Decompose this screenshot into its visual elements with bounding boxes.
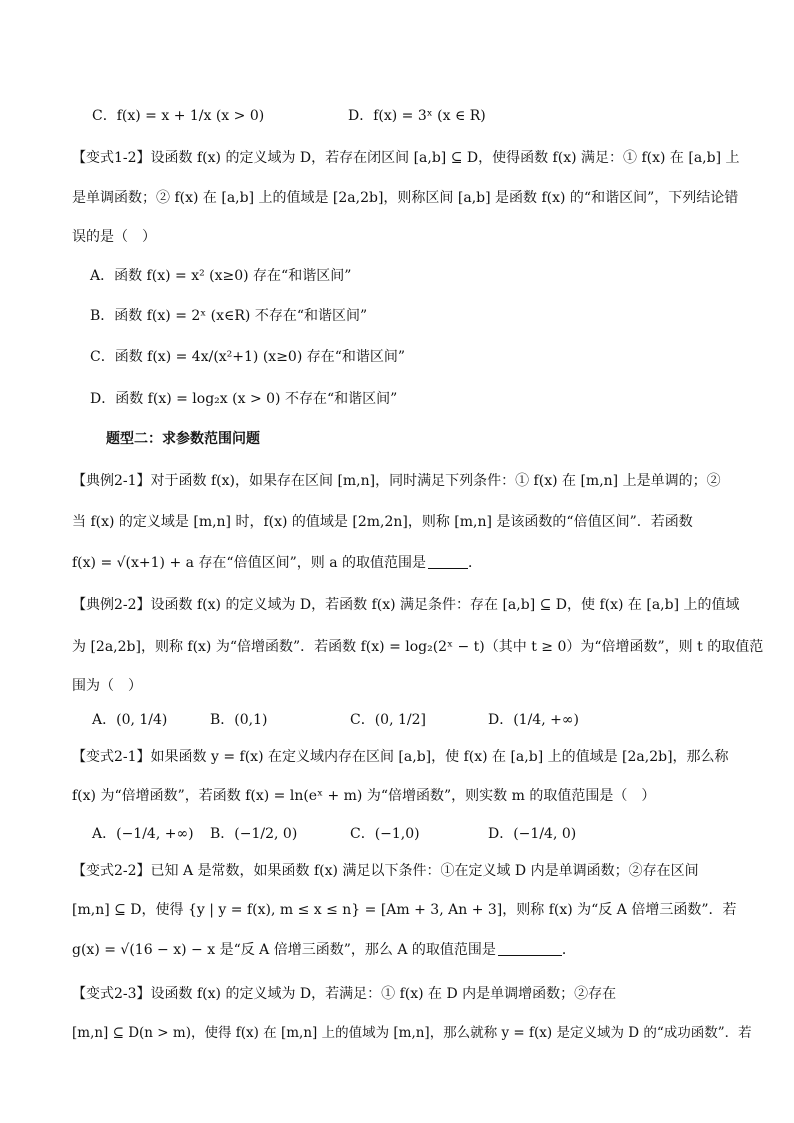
problem-line: 【典例2-2】设函数 f(x) 的定义域为 D，若函数 f(x) 满足条件：存在 [a,b] ⊆ D，使 f(x) 在 [a,b] 上的值域 xyxy=(72,597,740,613)
problem-line: [m,n] ⊆ D(n > m)，使得 f(x) 在 [m,n] 上的值域为 [m,n]，那么就称 y = f(x) 是定义域为 D 的“成功函数”．若 xyxy=(72,1025,752,1041)
problem-line: 【变式1-2】设函数 f(x) 的定义域为 D，若存在闭区间 [a,b] ⊆ D，使得函数 f(x) 满足：① f(x) 在 [a,b] 上 xyxy=(72,150,740,166)
problem-line: [m,n] ⊆ D，使得 {y | y = f(x), m ≤ x ≤ n} = [Am + 3, An + 3]，则称 f(x) 为“反 A 倍增三函数”．若 xyxy=(72,902,737,918)
problem-line: 为 [2a,2b]，则称 f(x) 为“倍增函数”．若函数 f(x) = log₂(2ˣ − t)（其中 t ≥ 0）为“倍增函数”，则 t 的取值范 xyxy=(72,639,764,655)
choice-b: B．(−1/2, 0) xyxy=(210,826,298,842)
choice-d: D．(−1/4, 0) xyxy=(488,826,577,842)
answer-blank xyxy=(428,554,468,569)
choice-d: D．(1/4, +∞) xyxy=(488,712,579,728)
answer-blank xyxy=(498,941,562,956)
problem-line: 【典例2-1】对于函数 f(x)，如果存在区间 [m,n]，同时满足下列条件：① f(x) 在 [m,n] 上是单调的；② xyxy=(72,473,721,489)
problem-line: f(x) = √(x+1) + a 存在“倍值区间”，则 a 的取值范围是 ． xyxy=(72,555,482,571)
problem-line: 【变式2-2】已知 A 是常数，如果函数 f(x) 满足以下条件：①在定义域 D 内是单调函数；②存在区间 xyxy=(72,863,699,879)
choice-c: C．(0, 1/2] xyxy=(350,712,426,728)
choice-a: A．(0, 1/4) xyxy=(92,712,168,728)
problem-line: g(x) = √(16 − x) − x 是“反 A 倍增三函数”，那么 A 的取值范围是 ． xyxy=(72,942,576,958)
problem-line: 【变式2-1】如果函数 y = f(x) 在定义域内存在区间 [a,b]，使 f(x) 在 [a,b] 上的值域是 [2a,2b]，那么称 xyxy=(72,749,729,765)
option-c-text: C．f(x) = x + 1/x (x > 0) xyxy=(92,108,265,124)
choice-a: A．(−1/4, +∞) xyxy=(92,826,194,842)
choice-b: B．(0,1) xyxy=(210,712,268,728)
problem-line: 当 f(x) 的定义域是 [m,n] 时，f(x) 的值域是 [2m,2n]，则称 [m,n] 是该函数的“倍值区间”．若函数 xyxy=(72,514,693,530)
problem-line: 是单调函数；② f(x) 在 [a,b] 上的值域是 [2a,2b]，则称区间 [a,b] 是函数 f(x) 的“和谐区间”，下列结论错 xyxy=(72,190,739,206)
choice-d: D．函数 f(x) = log₂x (x > 0) 不存在“和谐区间” xyxy=(90,391,398,407)
choice-c: C．函数 f(x) = 4x/(x²+1) (x≥0) 存在“和谐区间” xyxy=(90,349,406,365)
choice-a: A．函数 f(x) = x² (x≥0) 存在“和谐区间” xyxy=(90,268,352,284)
problem-line: f(x) 为“倍增函数”，若函数 f(x) = ln(eˣ + m) 为“倍增函数”，则实数 m 的取值范围是（ ） xyxy=(72,788,656,804)
section-heading: 题型二：求参数范围问题 xyxy=(106,431,260,447)
choice-c: C．(−1,0) xyxy=(350,826,420,842)
problem-line: 误的是（ ） xyxy=(72,229,156,245)
choice-b: B．函数 f(x) = 2ˣ (x∈R) 不存在“和谐区间” xyxy=(90,308,368,324)
problem-line: 围为（ ） xyxy=(72,678,142,694)
option-d-text: D．f(x) = 3ˣ (x ∈ R) xyxy=(348,108,486,124)
problem-line: 【变式2-3】设函数 f(x) 的定义域为 D，若满足：① f(x) 在 D 内是单调增函数；②存在 xyxy=(72,986,617,1002)
